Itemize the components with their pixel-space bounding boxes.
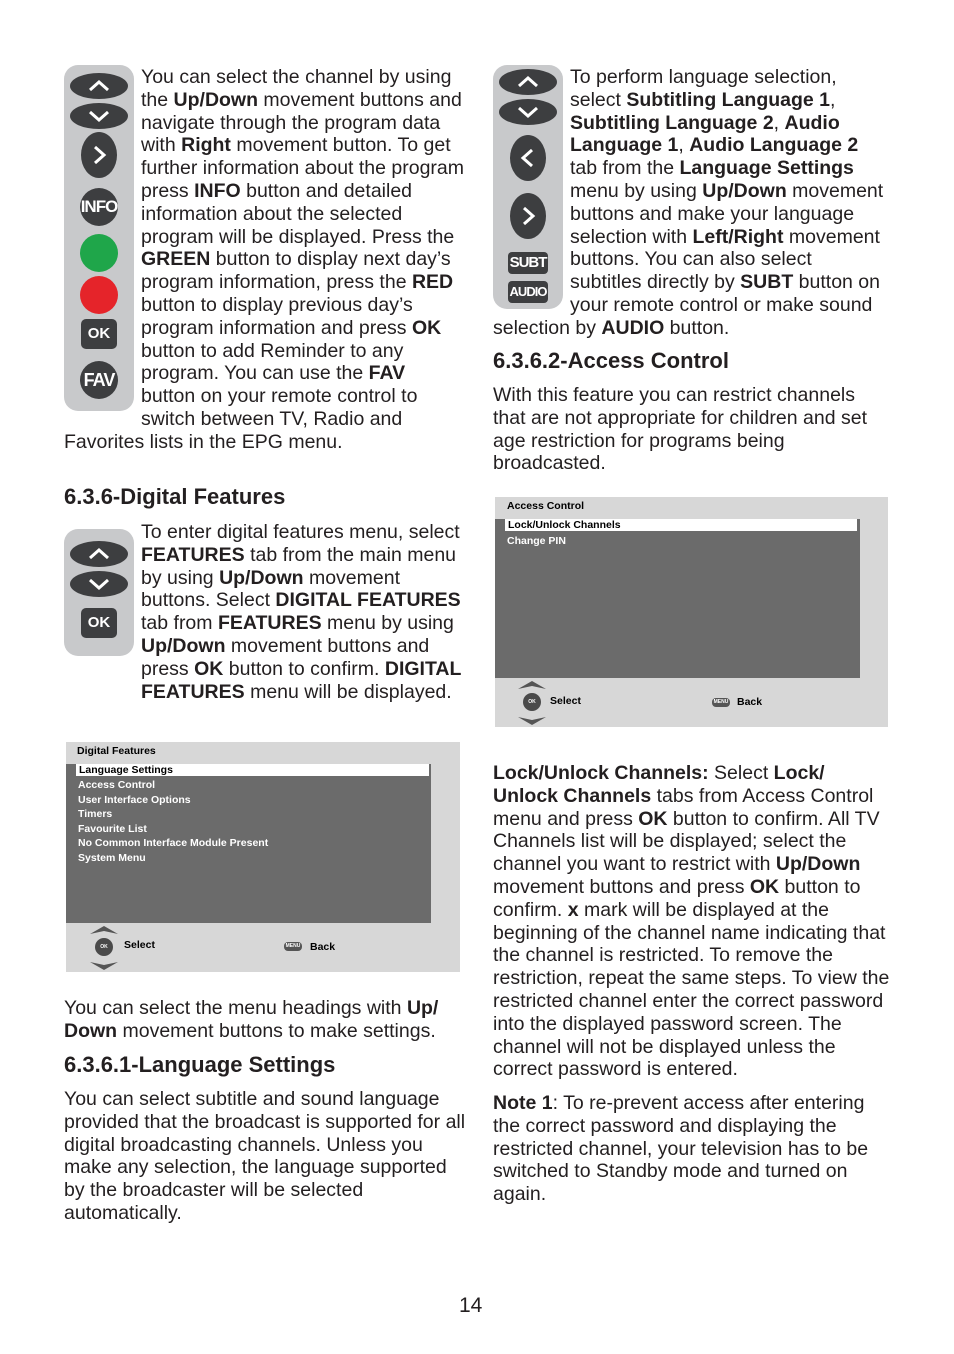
digital-features-heading: 6.3.6-Digital Features — [64, 484, 286, 509]
osd-select-label: Select — [550, 695, 581, 707]
info-button-icon: INFO — [80, 188, 118, 226]
osd-menu-item: Timers — [78, 808, 113, 820]
osd-back-label: Back — [310, 941, 336, 953]
digital-features-paragraph: To enter digital features menu, select FEATURES tab from the main menu by using Up/Down movement buttons. Select DIGITAL FEATURES tab from FEATURES menu by using Up/Down movement buttons and press OK button to confirm. DIGITAL FEATURES menu will be displayed. — [141, 521, 462, 703]
audio-button-icon: AUDIO — [508, 281, 548, 303]
osd-ok-icon: OK — [523, 693, 541, 711]
lock-unlock-paragraph: Lock/Unlock Channels: Select Lock/ Unlock Channels tabs from Access Control menu and press OK button to confirm. All TV Channels list will be displayed; select the channel you want to restrict with Up/Down movement buttons and press OK button to confirm. x mark will be displayed at the beginning of the channel name indicating that the channel is restricted. To remove the restriction, repeat the same steps. To view the restricted channel enter the correct password into the displayed password screen. The channel will not be displayed unless the correct password is entered. — [493, 762, 890, 1081]
access-control-menu-screenshot — [495, 497, 888, 727]
epg-intro-paragraph: You can select the channel by using the Up/Down movement buttons and navigate through the program data with Right movement button. To get further information about the program press INFO button and detailed information about the selected program will be displayed. Press the GREEN button to display next day’s program information, press the RED button to display previous day’s program information and press OK button to add Reminder to any program. You can use the FAV button on your remote control to switch between TV, Radio and Favorites lists in the EPG menu. — [64, 66, 465, 453]
osd-menu-icon: MENU — [285, 943, 301, 949]
language-settings-paragraph: You can select subtitle and sound language provided that the broadcast is supported for all digital broadcasting channels. Unless you make any selection, the language supported by the broadcaster will be selected automatically. — [64, 1088, 466, 1224]
osd-title: Digital Features — [77, 745, 156, 757]
osd-menu-item: Lock/Unlock Channels — [505, 519, 857, 531]
language-settings-heading: 6.3.6.1-Language Settings — [64, 1052, 336, 1077]
digital-features-menu-screenshot — [66, 742, 460, 972]
osd-menu-item: System Menu — [78, 852, 146, 864]
access-control-heading: 6.3.6.2-Access Control — [493, 348, 729, 373]
subt-button-icon: SUBT — [508, 252, 548, 274]
osd-menu-item: User Interface Options — [78, 794, 191, 806]
osd-title: Access Control — [507, 500, 585, 512]
page-number: 14 — [459, 1294, 483, 1317]
ok-button-icon: OK — [81, 608, 117, 638]
osd-menu-item: Access Control — [78, 779, 156, 791]
access-control-paragraph: With this feature you can restrict channels that are not appropriate for children and set age restriction for programs being broadcasted. — [493, 384, 867, 475]
fav-button-icon: FAV — [80, 361, 118, 399]
ok-button-icon: OK — [81, 319, 117, 349]
osd-menu-item: Favourite List — [78, 823, 147, 835]
osd-menu-icon: MENU — [713, 699, 729, 705]
osd-ok-icon: OK — [95, 938, 113, 956]
osd-select-label: Select — [124, 939, 155, 951]
headings-paragraph: You can select the menu headings with Up/ Down movement buttons to make settings. — [64, 997, 439, 1042]
osd-menu-item: Change PIN — [507, 535, 566, 547]
osd-back-label: Back — [737, 696, 763, 708]
osd-menu-item: Language Settings — [76, 764, 429, 776]
osd-menu-item: No Common Interface Module Present — [78, 837, 269, 849]
note-paragraph: Note 1: To re-prevent access after entering the correct password and displaying the restricted channel, your television has to be switched to Standby mode and turned on again. — [493, 1092, 869, 1206]
language-selection-paragraph: To perform language selection, select Subtitling Language 1, Subtitling Language 2, Audio Language 1, Audio Language 2 tab from the Language Settings menu by using Up/Down movement buttons and make your language selection with Left/Right movement buttons. You can also select subtitles directly by SUBT button on your remote control or make sound selection by AUDIO button. — [493, 66, 884, 339]
